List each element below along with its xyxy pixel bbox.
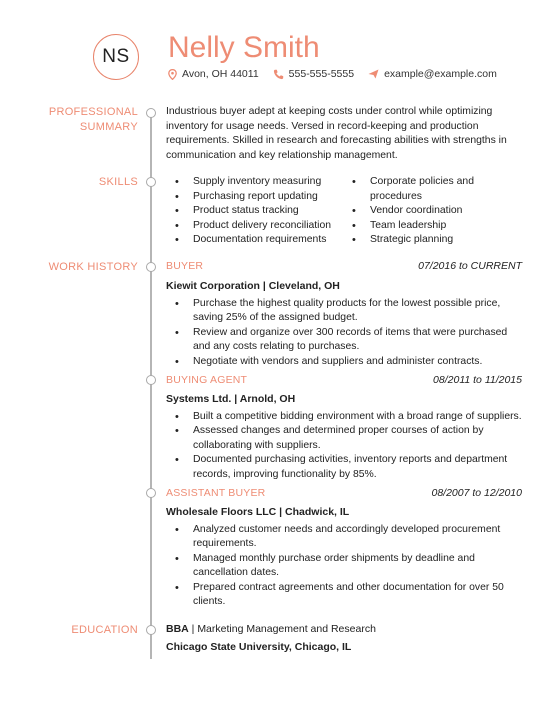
job-title: ASSISTANT BUYER	[166, 487, 266, 499]
skill-item: • Purchasing report updating	[166, 190, 341, 205]
section-title-education: EDUCATION	[71, 624, 138, 636]
skill-item: • Vendor coordination	[343, 204, 503, 219]
job-dates: 07/2016 to CURRENT	[418, 260, 522, 272]
job-bullet: • Prepared contract agreements and other documentation for over 50 clients.	[166, 581, 526, 610]
summary-text: Industrious buyer adept at keeping costs under control while optimizing inventory for usage needs. Versed in record-keeping and production requirements. Skilled in research and forecasting abilities with strengths in communication and key relationship management.	[166, 106, 507, 161]
job-bullet: • Managed monthly purchase order shipments by deadline and cancellation dates.	[166, 552, 526, 581]
section-title-summary	[49, 105, 138, 135]
phone-icon	[273, 69, 284, 80]
send-icon	[368, 69, 379, 79]
timeline-dot-skills	[146, 177, 156, 187]
skill-item: • Documentation requirements	[166, 233, 341, 248]
field-of-study: Marketing Management and Research	[197, 623, 376, 635]
summary-title-line1: PROFESSIONAL	[48, 106, 138, 118]
email-text: example@example.com	[384, 68, 497, 80]
email-item	[368, 68, 497, 80]
skill-item: • Product delivery reconciliation	[166, 219, 341, 234]
timeline-dot-job2	[146, 375, 156, 385]
job-bullets	[166, 523, 526, 609]
location-text: Avon, OH 44011	[182, 68, 259, 80]
timeline-dot-summary	[146, 108, 156, 118]
job-bullet: • Purchase the highest quality products for the lowest possible price, saving 25% of the assigned budget.	[166, 297, 526, 326]
timeline-dot-job3	[146, 488, 156, 498]
job-bullet: • Documented purchasing activities, inventory reports and department records, improving functionality by 85%.	[166, 453, 526, 482]
job-title: BUYING AGENT	[166, 374, 248, 386]
timeline-dot-work	[146, 262, 156, 272]
skill-item: • Product status tracking	[166, 204, 341, 219]
job-dates: 08/2007 to 12/2010	[431, 487, 522, 499]
section-title-work-history: WORK HISTORY	[48, 261, 138, 273]
degree: BBA	[166, 623, 189, 635]
skill-item: • Supply inventory measuring	[166, 175, 341, 190]
job-dates: 08/2011 to 11/2015	[433, 374, 522, 386]
job-bullets	[166, 410, 526, 482]
skill-item: • Team leadership	[343, 219, 503, 234]
candidate-name: Nelly Smith	[168, 31, 320, 64]
job-bullet: • Review and organize over 300 records of items that were purchased and any costs relating to purchases.	[166, 326, 526, 355]
timeline-dot-education	[146, 625, 156, 635]
job-employer: Kiewit Corporation | Cleveland, OH	[166, 280, 340, 292]
summary-title-line2: SUMMARY	[79, 121, 138, 133]
location-pin-icon	[168, 69, 177, 80]
section-title-skills: SKILLS	[98, 176, 138, 188]
job-employer: Wholesale Floors LLC | Chadwick, IL	[166, 506, 350, 518]
degree-separator: |	[188, 623, 198, 635]
school: Chicago State University, Chicago, IL	[166, 641, 352, 653]
monogram-badge	[93, 34, 139, 80]
job-bullet: • Built a competitive bidding environment with a broad range of suppliers.	[166, 410, 526, 424]
skill-item: • Corporate policies and procedures	[343, 175, 503, 204]
education-degree-line	[166, 623, 376, 635]
timeline-line	[150, 114, 152, 659]
phone-text: 555-555-5555	[288, 68, 355, 80]
job-bullet: • Negotiate with vendors and suppliers and administer contracts.	[166, 355, 526, 369]
job-title: BUYER	[166, 260, 204, 272]
job-bullets	[166, 297, 526, 369]
skills-list-col1	[166, 175, 341, 248]
job-employer: Systems Ltd. | Arnold, OH	[166, 393, 296, 405]
skills-list-col2	[343, 175, 503, 248]
initials: NS	[102, 46, 130, 67]
phone-item	[273, 68, 354, 80]
skill-item: • Strategic planning	[343, 233, 503, 248]
location-item	[168, 68, 259, 80]
contact-info	[168, 68, 511, 80]
job-bullet: • Analyzed customer needs and accordingly developed procurement requirements.	[166, 523, 526, 552]
job-bullet: • Assessed changes and determined proper courses of action by collaborating with suppliers.	[166, 424, 526, 453]
